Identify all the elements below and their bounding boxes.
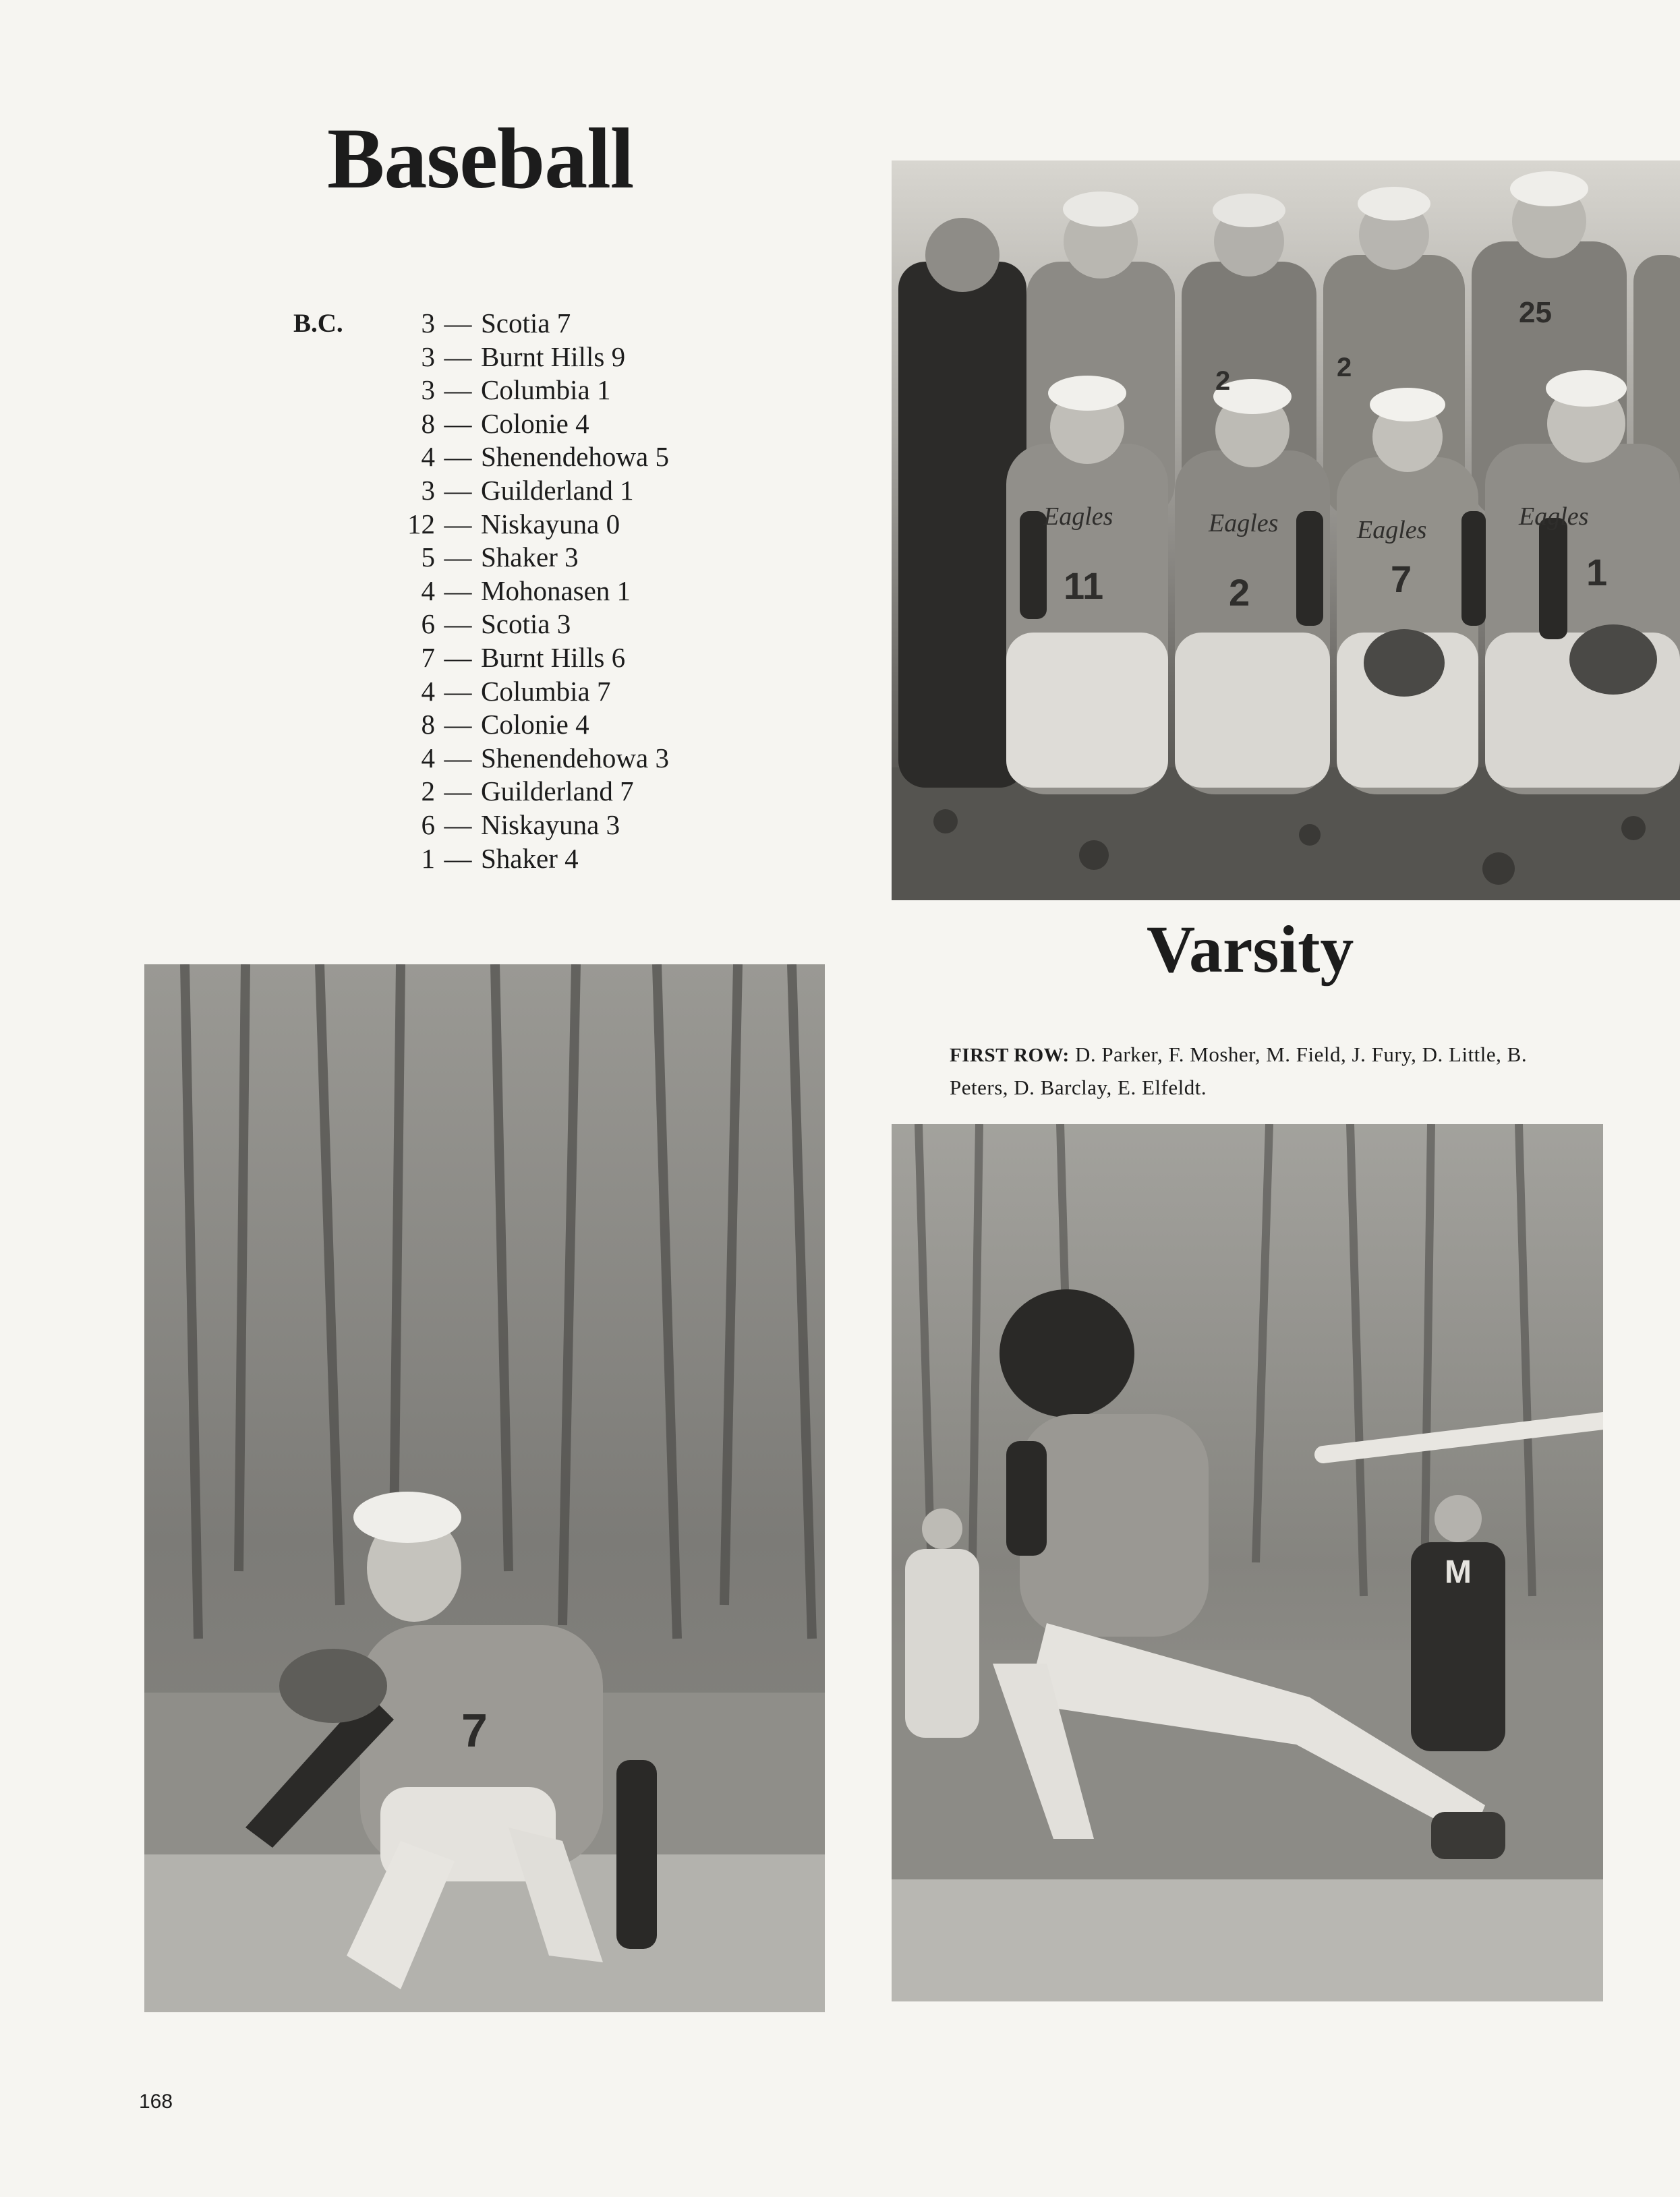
- opponent-score: Guilderland 1: [481, 475, 634, 506]
- bc-score: 7: [421, 642, 435, 673]
- opponent-score: Colonie 4: [481, 709, 589, 740]
- jersey-number: 2: [1337, 353, 1352, 382]
- jersey-number: 1: [1586, 551, 1608, 593]
- jersey-text: Eagles: [1209, 509, 1279, 537]
- opponent-score: Shaker 3: [481, 541, 579, 573]
- jersey-number: 2: [1229, 571, 1250, 614]
- jersey-number: 7: [461, 1704, 488, 1757]
- score-row: [373, 307, 571, 341]
- fielder-letter: M: [1445, 1554, 1472, 1590]
- score-dash: —: [444, 709, 472, 740]
- bc-score: 4: [421, 441, 435, 473]
- score-row: [373, 374, 610, 407]
- bc-score: 4: [421, 675, 435, 707]
- score-dash: —: [444, 809, 472, 840]
- score-dash: —: [444, 441, 472, 473]
- caption-lead: FIRST ROW:: [950, 1045, 1070, 1066]
- score-row: [373, 341, 625, 374]
- opponent-score: Colonie 4: [481, 407, 589, 439]
- score-row: [373, 508, 620, 541]
- jersey-number: 11: [1064, 564, 1104, 607]
- score-row: [373, 742, 669, 775]
- score-dash: —: [444, 742, 472, 773]
- bc-score: 1: [421, 842, 435, 874]
- score-row: [373, 575, 631, 608]
- opponent-score: Columbia 7: [481, 675, 611, 707]
- team-label: B.C.: [293, 309, 343, 338]
- opponent-score: Shenendehowa 3: [481, 742, 669, 773]
- opponent-score: Burnt Hills 9: [481, 341, 626, 372]
- score-dash: —: [444, 775, 472, 807]
- team-photo: [892, 160, 1680, 900]
- score-dash: —: [444, 508, 472, 539]
- jersey-text: Eagles: [1043, 502, 1113, 531]
- bc-score: 2: [421, 775, 435, 807]
- score-row: [373, 608, 571, 641]
- bc-score: 3: [421, 374, 435, 406]
- bc-score: 3: [421, 307, 435, 339]
- opponent-score: Columbia 1: [481, 374, 611, 406]
- score-row: [373, 407, 589, 441]
- caption-names: D. Parker, F. Mosher, M. Field, J. Fury, D. Little, B. Peters, D. Barclay, E. Elfeldt.: [950, 1043, 1528, 1099]
- score-dash: —: [444, 608, 472, 640]
- opponent-score: Scotia 7: [481, 307, 571, 339]
- jersey-text: Eagles: [1519, 502, 1589, 531]
- section-title: Varsity: [1147, 912, 1354, 987]
- score-row: [373, 675, 610, 709]
- score-dash: —: [444, 541, 472, 573]
- pitcher-photo: [144, 964, 825, 2012]
- opponent-score: Shenendehowa 5: [481, 441, 669, 473]
- bc-score: 3: [421, 341, 435, 372]
- score-dash: —: [444, 842, 472, 874]
- opponent-score: Niskayuna 3: [481, 809, 620, 840]
- score-row: [373, 708, 589, 742]
- score-dash: —: [444, 374, 472, 406]
- opponent-score: Scotia 3: [481, 608, 571, 640]
- opponent-score: Burnt Hills 6: [481, 642, 626, 673]
- bc-score: 6: [421, 608, 435, 640]
- bc-score: 8: [421, 709, 435, 740]
- opponent-score: Niskayuna 0: [481, 508, 620, 539]
- page-number: 168: [139, 2090, 173, 2113]
- score-row: [373, 641, 625, 675]
- score-dash: —: [444, 575, 472, 606]
- score-row: [373, 842, 579, 876]
- score-dash: —: [444, 642, 472, 673]
- page-title: Baseball: [327, 111, 634, 206]
- score-dash: —: [444, 475, 472, 506]
- score-dash: —: [444, 407, 472, 439]
- bc-score: 3: [421, 475, 435, 506]
- bc-score: 5: [421, 541, 435, 573]
- opponent-score: Shaker 4: [481, 842, 579, 874]
- opponent-score: Mohonasen 1: [481, 575, 631, 606]
- score-row: [373, 440, 669, 474]
- roster-caption: [950, 1038, 1570, 1104]
- bc-score: 4: [421, 575, 435, 606]
- batter-photo: [892, 1124, 1603, 2001]
- score-row: [373, 474, 634, 508]
- score-row: [373, 775, 634, 809]
- jersey-number: 25: [1519, 296, 1552, 329]
- bc-score: 4: [421, 742, 435, 773]
- score-dash: —: [444, 307, 472, 339]
- jersey-number: 2: [1215, 366, 1231, 396]
- jersey-number: 7: [1391, 558, 1412, 600]
- score-dash: —: [444, 675, 472, 707]
- score-row: [373, 541, 579, 575]
- bc-score: 8: [421, 407, 435, 439]
- bc-score: 6: [421, 809, 435, 840]
- bc-score: 12: [407, 508, 435, 539]
- score-row: [373, 809, 620, 842]
- jersey-text: Eagles: [1357, 516, 1427, 544]
- opponent-score: Guilderland 7: [481, 775, 634, 807]
- score-dash: —: [444, 341, 472, 372]
